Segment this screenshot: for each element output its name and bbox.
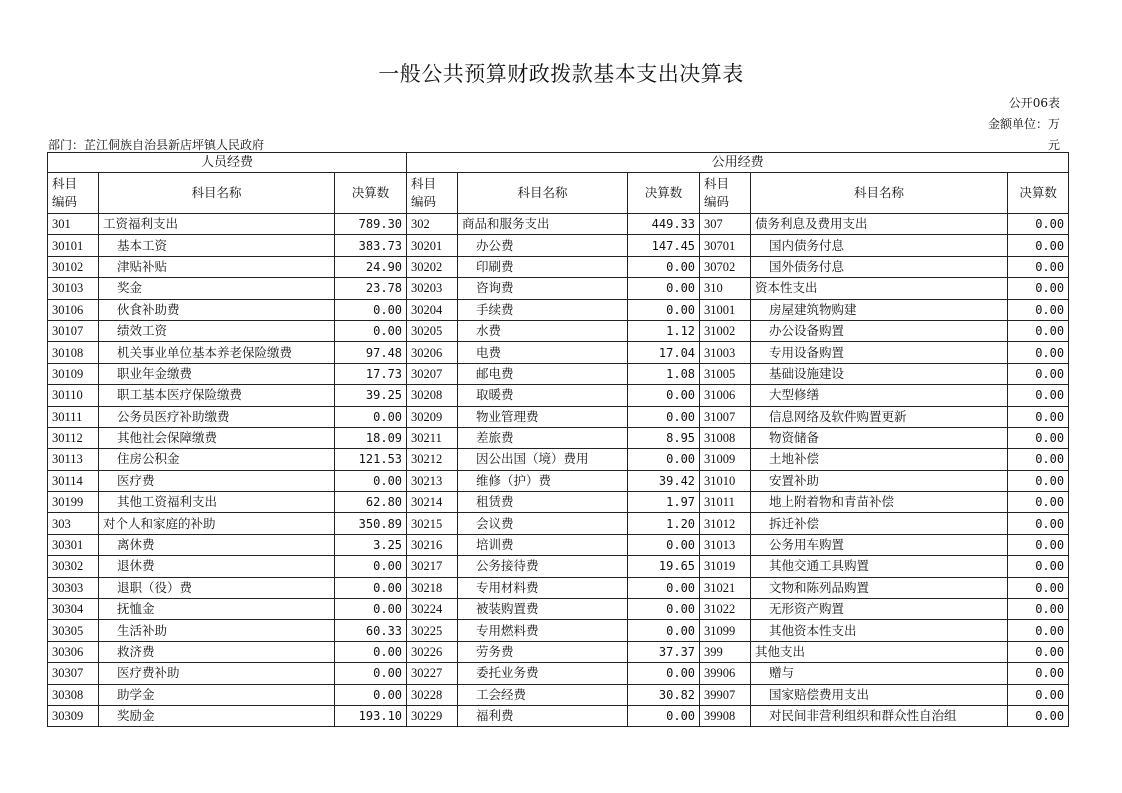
item-name: 办公费: [458, 235, 628, 256]
header-amount: 决算数: [335, 173, 407, 214]
item-code: 30228: [407, 684, 458, 705]
item-code: 30108: [48, 342, 99, 363]
item-name: 赠与: [751, 663, 1008, 684]
table-row: [48, 214, 1069, 235]
item-code: 30218: [407, 577, 458, 598]
item-name: 津贴补贴: [99, 256, 335, 277]
item-code: 30113: [48, 449, 99, 470]
item-amount: 0.00: [335, 320, 407, 341]
item-name: 基础设施建设: [751, 363, 1008, 384]
table-row: [48, 641, 1069, 662]
department-label: 部门：芷江侗族自治县新店坪镇人民政府: [48, 138, 265, 152]
header-amount: 决算数: [628, 173, 700, 214]
item-code: 31001: [700, 299, 751, 320]
table-row: [48, 235, 1069, 256]
item-name: 伙食补助费: [99, 299, 335, 320]
amount-unit: 金额单位：万: [987, 117, 1060, 131]
item-name: 对民间非营利组织和群众性自治组: [751, 705, 1008, 726]
item-name: 离休费: [99, 534, 335, 555]
item-amount: 0.00: [1008, 577, 1069, 598]
item-amount: 0.00: [335, 470, 407, 491]
item-code: 30208: [407, 385, 458, 406]
item-name: 其他社会保障缴费: [99, 427, 335, 448]
table-row: [48, 449, 1069, 470]
item-amount: 789.30: [335, 214, 407, 235]
table-row: [48, 385, 1069, 406]
item-name: 医疗费: [99, 470, 335, 491]
item-code: 399: [700, 641, 751, 662]
item-name: 基本工资: [99, 235, 335, 256]
item-code: 39908: [700, 705, 751, 726]
item-amount: 121.53: [335, 449, 407, 470]
table-row: [48, 599, 1069, 620]
item-amount: 18.09: [335, 427, 407, 448]
item-code: 31005: [700, 363, 751, 384]
item-amount: 0.00: [1008, 299, 1069, 320]
item-name: 专用材料费: [458, 577, 628, 598]
item-code: 30307: [48, 663, 99, 684]
item-name: 印刷费: [458, 256, 628, 277]
item-amount: 1.97: [628, 492, 700, 513]
item-amount: 0.00: [628, 663, 700, 684]
header-name: 科目名称: [751, 173, 1008, 214]
table-row: [48, 534, 1069, 555]
item-name: 对个人和家庭的补助: [99, 513, 335, 534]
item-code: 30211: [407, 427, 458, 448]
item-code: 30206: [407, 342, 458, 363]
item-amount: 39.42: [628, 470, 700, 491]
item-name: 邮电费: [458, 363, 628, 384]
item-amount: 39.25: [335, 385, 407, 406]
item-name: 手续费: [458, 299, 628, 320]
item-code: 30303: [48, 577, 99, 598]
table-row: [48, 470, 1069, 491]
header-code: 科目 编码: [48, 173, 99, 214]
item-amount: 0.00: [628, 577, 700, 598]
table-row: [48, 705, 1069, 726]
item-amount: 0.00: [1008, 641, 1069, 662]
item-amount: 0.00: [1008, 513, 1069, 534]
item-amount: 0.00: [628, 256, 700, 277]
item-code: 30214: [407, 492, 458, 513]
item-amount: 0.00: [1008, 214, 1069, 235]
item-amount: 8.95: [628, 427, 700, 448]
item-amount: 0.00: [1008, 705, 1069, 726]
item-name: 机关事业单位基本养老保险缴费: [99, 342, 335, 363]
item-code: 30112: [48, 427, 99, 448]
item-name: 房屋建筑物购建: [751, 299, 1008, 320]
item-code: 31019: [700, 556, 751, 577]
item-name: 水费: [458, 320, 628, 341]
item-code: 30227: [407, 663, 458, 684]
item-amount: 0.00: [335, 406, 407, 427]
item-name: 商品和服务支出: [458, 214, 628, 235]
item-code: 30102: [48, 256, 99, 277]
item-code: 31099: [700, 620, 751, 641]
item-code: 30110: [48, 385, 99, 406]
item-amount: 0.00: [335, 641, 407, 662]
group-header-row: [48, 153, 1069, 173]
table-row: [48, 320, 1069, 341]
item-name: 无形资产购置: [751, 599, 1008, 620]
item-code: 30212: [407, 449, 458, 470]
item-amount: 1.08: [628, 363, 700, 384]
item-name: 信息网络及软件购置更新: [751, 406, 1008, 427]
item-name: 公务员医疗补助缴费: [99, 406, 335, 427]
item-code: 39907: [700, 684, 751, 705]
item-amount: 0.00: [335, 577, 407, 598]
item-name: 资本性支出: [751, 278, 1008, 299]
item-name: 物业管理费: [458, 406, 628, 427]
item-code: 30701: [700, 235, 751, 256]
header-code: 科目 编码: [700, 173, 751, 214]
item-name: 奖金: [99, 278, 335, 299]
item-amount: 17.04: [628, 342, 700, 363]
item-name: 国家赔偿费用支出: [751, 684, 1008, 705]
table-row: [48, 663, 1069, 684]
item-name: 委托业务费: [458, 663, 628, 684]
item-name: 物资储备: [751, 427, 1008, 448]
item-code: 30199: [48, 492, 99, 513]
item-amount: 0.00: [628, 599, 700, 620]
item-name: 奖励金: [99, 705, 335, 726]
item-code: 30111: [48, 406, 99, 427]
item-code: 39906: [700, 663, 751, 684]
page-title: 一般公共预算财政拨款基本支出决算表: [378, 62, 744, 86]
item-code: 310: [700, 278, 751, 299]
item-amount: 0.00: [1008, 320, 1069, 341]
item-amount: 0.00: [1008, 235, 1069, 256]
item-amount: 0.00: [1008, 684, 1069, 705]
item-name: 取暖费: [458, 385, 628, 406]
item-amount: 0.00: [1008, 620, 1069, 641]
item-amount: 0.00: [1008, 406, 1069, 427]
item-code: 30205: [407, 320, 458, 341]
table-row: [48, 620, 1069, 641]
table-row: [48, 513, 1069, 534]
item-code: 31006: [700, 385, 751, 406]
item-name: 因公出国（境）费用: [458, 449, 628, 470]
item-code: 30305: [48, 620, 99, 641]
item-code: 30226: [407, 641, 458, 662]
item-code: 31002: [700, 320, 751, 341]
item-code: 30107: [48, 320, 99, 341]
item-name: 被装购置费: [458, 599, 628, 620]
item-name: 国内债务付息: [751, 235, 1008, 256]
item-name: 其他支出: [751, 641, 1008, 662]
table-row: [48, 299, 1069, 320]
item-amount: 37.37: [628, 641, 700, 662]
item-amount: 0.00: [1008, 599, 1069, 620]
item-name: 职工基本医疗保险缴费: [99, 385, 335, 406]
item-code: 30225: [407, 620, 458, 641]
item-code: 30302: [48, 556, 99, 577]
item-code: 30229: [407, 705, 458, 726]
item-name: 国外债务付息: [751, 256, 1008, 277]
column-header-row: [48, 173, 1069, 214]
item-name: 地上附着物和青苗补偿: [751, 492, 1008, 513]
item-name: 会议费: [458, 513, 628, 534]
item-code: 31009: [700, 449, 751, 470]
item-code: 303: [48, 513, 99, 534]
item-name: 劳务费: [458, 641, 628, 662]
header-name: 科目名称: [99, 173, 335, 214]
item-amount: 0.00: [335, 299, 407, 320]
item-name: 拆迁补偿: [751, 513, 1008, 534]
item-code: 30224: [407, 599, 458, 620]
item-amount: 0.00: [1008, 363, 1069, 384]
item-amount: 97.48: [335, 342, 407, 363]
item-code: 30106: [48, 299, 99, 320]
expenditure-table: [47, 152, 1069, 727]
item-code: 30216: [407, 534, 458, 555]
item-code: 30301: [48, 534, 99, 555]
item-code: 31021: [700, 577, 751, 598]
group-personnel: 人员经费: [48, 153, 407, 173]
item-name: 医疗费补助: [99, 663, 335, 684]
item-amount: 1.12: [628, 320, 700, 341]
item-name: 公务接待费: [458, 556, 628, 577]
item-code: 302: [407, 214, 458, 235]
item-name: 福利费: [458, 705, 628, 726]
item-code: 30109: [48, 363, 99, 384]
amount-unit-tail: 元: [1047, 138, 1060, 152]
item-name: 其他工资福利支出: [99, 492, 335, 513]
item-amount: 350.89: [335, 513, 407, 534]
table-row: [48, 556, 1069, 577]
item-name: 其他交通工具购置: [751, 556, 1008, 577]
item-code: 30103: [48, 278, 99, 299]
item-name: 安置补助: [751, 470, 1008, 491]
item-code: 30213: [407, 470, 458, 491]
item-amount: 0.00: [628, 299, 700, 320]
item-amount: 0.00: [1008, 534, 1069, 555]
item-name: 文物和陈列品购置: [751, 577, 1008, 598]
item-name: 大型修缮: [751, 385, 1008, 406]
item-amount: 0.00: [335, 599, 407, 620]
item-amount: 0.00: [628, 620, 700, 641]
item-amount: 0.00: [335, 684, 407, 705]
item-amount: 0.00: [628, 449, 700, 470]
item-amount: 0.00: [1008, 663, 1069, 684]
item-name: 救济费: [99, 641, 335, 662]
item-code: 30209: [407, 406, 458, 427]
item-name: 公务用车购置: [751, 534, 1008, 555]
item-name: 住房公积金: [99, 449, 335, 470]
item-name: 助学金: [99, 684, 335, 705]
item-amount: 0.00: [1008, 556, 1069, 577]
item-amount: 0.00: [1008, 278, 1069, 299]
table-row: [48, 342, 1069, 363]
table-row: [48, 278, 1069, 299]
item-name: 专用燃料费: [458, 620, 628, 641]
item-code: 30201: [407, 235, 458, 256]
item-name: 其他资本性支出: [751, 620, 1008, 641]
item-code: 30207: [407, 363, 458, 384]
item-amount: 193.10: [335, 705, 407, 726]
item-amount: 449.33: [628, 214, 700, 235]
item-code: 31012: [700, 513, 751, 534]
item-amount: 0.00: [1008, 342, 1069, 363]
item-name: 退休费: [99, 556, 335, 577]
item-amount: 0.00: [1008, 449, 1069, 470]
item-code: 30114: [48, 470, 99, 491]
item-name: 土地补偿: [751, 449, 1008, 470]
item-name: 维修（护）费: [458, 470, 628, 491]
item-code: 301: [48, 214, 99, 235]
item-name: 电费: [458, 342, 628, 363]
table-row: [48, 577, 1069, 598]
item-code: 30217: [407, 556, 458, 577]
item-amount: 24.90: [335, 256, 407, 277]
item-amount: 383.73: [335, 235, 407, 256]
item-amount: 0.00: [628, 705, 700, 726]
item-name: 培训费: [458, 534, 628, 555]
item-amount: 0.00: [1008, 427, 1069, 448]
item-name: 工资福利支出: [99, 214, 335, 235]
item-code: 30202: [407, 256, 458, 277]
item-code: 30306: [48, 641, 99, 662]
item-name: 退职（役）费: [99, 577, 335, 598]
item-amount: 23.78: [335, 278, 407, 299]
item-name: 工会经费: [458, 684, 628, 705]
table-row: [48, 427, 1069, 448]
item-name: 租赁费: [458, 492, 628, 513]
item-amount: 1.20: [628, 513, 700, 534]
item-amount: 17.73: [335, 363, 407, 384]
item-code: 30304: [48, 599, 99, 620]
header-amount: 决算数: [1008, 173, 1069, 214]
item-name: 专用设备购置: [751, 342, 1008, 363]
item-name: 债务利息及费用支出: [751, 214, 1008, 235]
item-name: 办公设备购置: [751, 320, 1008, 341]
item-code: 30215: [407, 513, 458, 534]
item-name: 差旅费: [458, 427, 628, 448]
item-amount: 30.82: [628, 684, 700, 705]
item-amount: 0.00: [1008, 385, 1069, 406]
item-code: 307: [700, 214, 751, 235]
item-amount: 0.00: [335, 556, 407, 577]
item-code: 31008: [700, 427, 751, 448]
header-code: 科目 编码: [407, 173, 458, 214]
item-code: 31003: [700, 342, 751, 363]
table-row: [48, 406, 1069, 427]
item-name: 绩效工资: [99, 320, 335, 341]
item-code: 30702: [700, 256, 751, 277]
item-code: 31013: [700, 534, 751, 555]
item-code: 30308: [48, 684, 99, 705]
item-code: 30309: [48, 705, 99, 726]
item-amount: 0.00: [1008, 470, 1069, 491]
item-amount: 0.00: [628, 406, 700, 427]
item-amount: 0.00: [628, 385, 700, 406]
item-name: 职业年金缴费: [99, 363, 335, 384]
item-amount: 0.00: [628, 534, 700, 555]
header-name: 科目名称: [458, 173, 628, 214]
item-name: 抚恤金: [99, 599, 335, 620]
group-public: 公用经费: [407, 153, 1069, 173]
item-amount: 19.65: [628, 556, 700, 577]
table-row: [48, 684, 1069, 705]
form-number: 公开06表: [1008, 96, 1060, 110]
item-amount: 0.00: [1008, 492, 1069, 513]
item-code: 31011: [700, 492, 751, 513]
item-code: 31010: [700, 470, 751, 491]
item-amount: 0.00: [1008, 256, 1069, 277]
table-row: [48, 256, 1069, 277]
item-code: 30203: [407, 278, 458, 299]
item-amount: 3.25: [335, 534, 407, 555]
item-amount: 62.80: [335, 492, 407, 513]
table-row: [48, 492, 1069, 513]
item-amount: 0.00: [335, 663, 407, 684]
table-row: [48, 363, 1069, 384]
item-amount: 147.45: [628, 235, 700, 256]
item-code: 31022: [700, 599, 751, 620]
item-code: 30101: [48, 235, 99, 256]
item-name: 咨询费: [458, 278, 628, 299]
item-amount: 0.00: [628, 278, 700, 299]
item-name: 生活补助: [99, 620, 335, 641]
item-code: 31007: [700, 406, 751, 427]
item-code: 30204: [407, 299, 458, 320]
item-amount: 60.33: [335, 620, 407, 641]
